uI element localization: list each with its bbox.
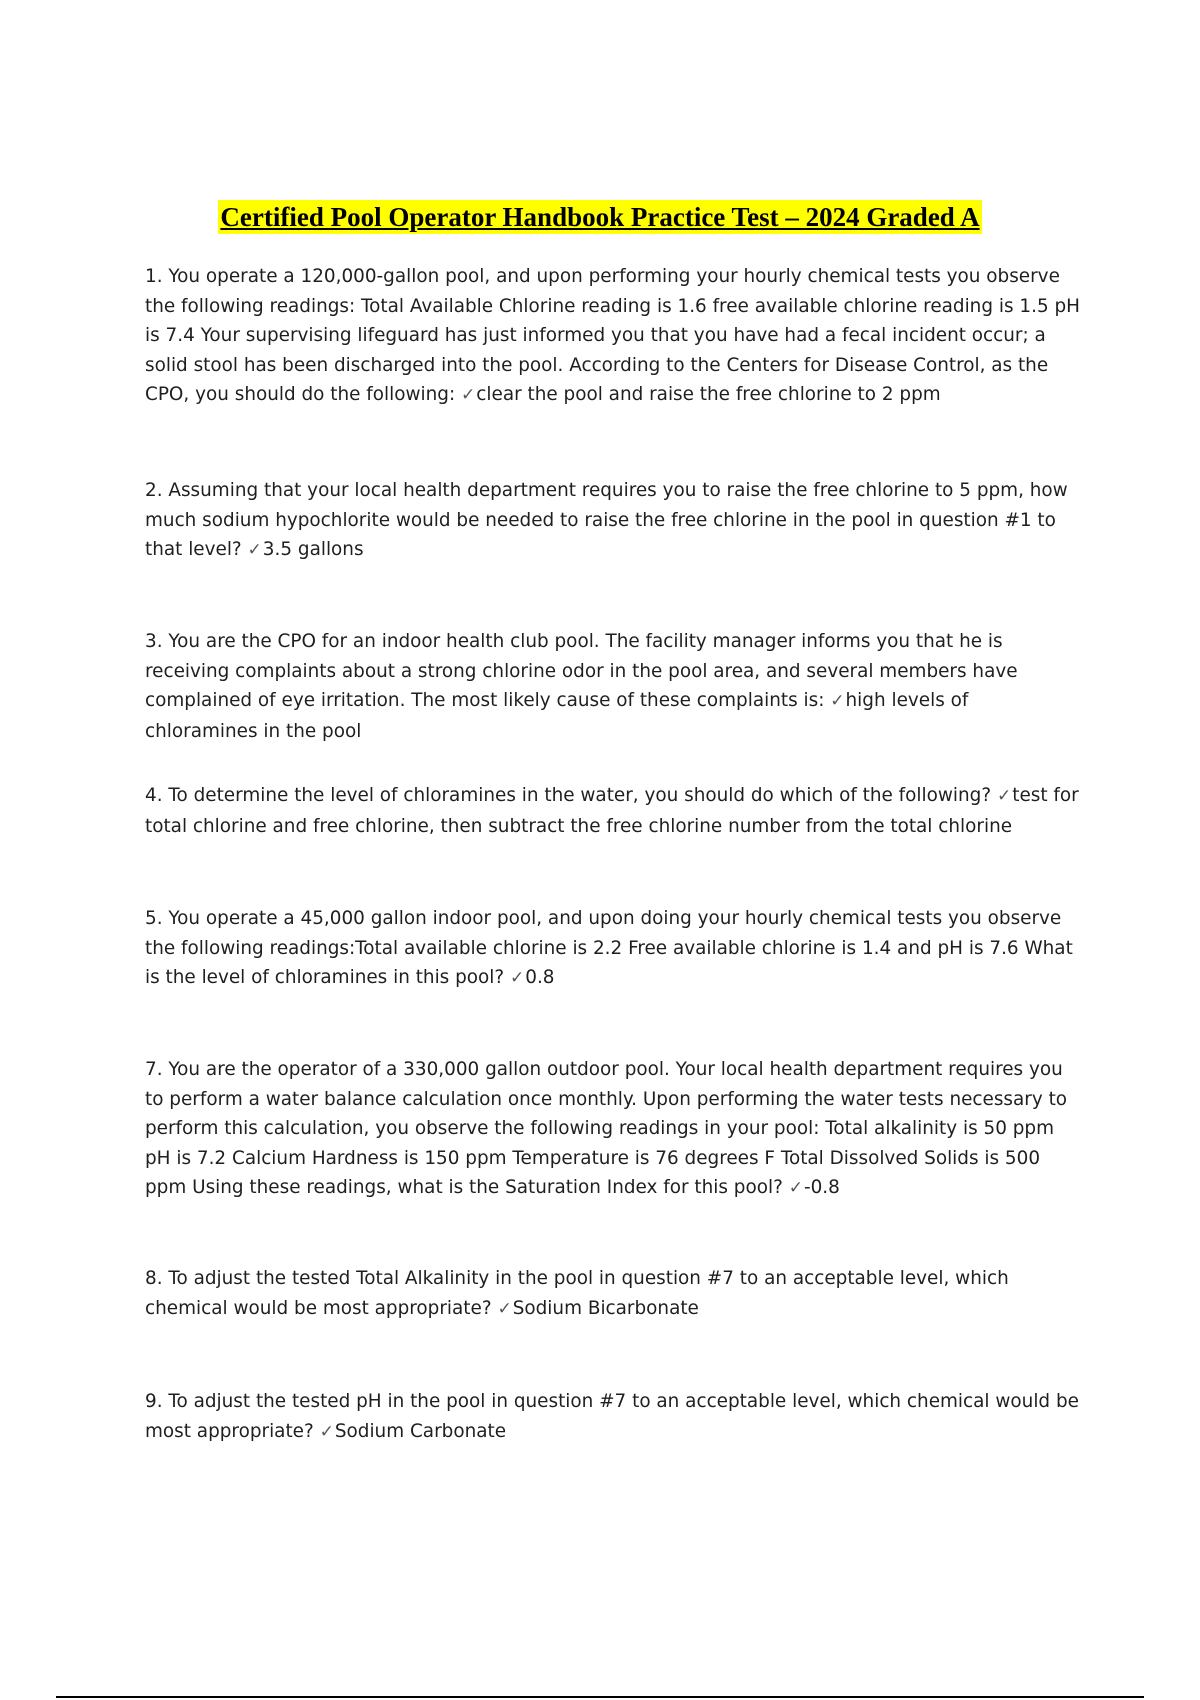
question-answer: -0.8 bbox=[803, 1177, 840, 1198]
checkmark-icon: ✓ bbox=[319, 1421, 334, 1442]
question-2 bbox=[145, 476, 1085, 566]
question-9 bbox=[145, 1387, 1085, 1447]
checkmark-icon: ✓ bbox=[510, 968, 525, 988]
question-4 bbox=[145, 781, 1085, 841]
title-wrap bbox=[0, 200, 1200, 234]
question-answer: high levels of chloramines in the pool bbox=[145, 690, 969, 742]
question-7 bbox=[145, 1055, 1085, 1204]
checkmark-icon: ✓ bbox=[461, 385, 476, 405]
question-text: 4. To determine the level of chloramines in the water, you should do which of the following? bbox=[145, 785, 992, 806]
question-text: 2. Assuming that your local health department requires you to raise the free chlorine to 5 ppm, how much sodium hypochlorite would be needed to raise the free chlorine in the pool in question #1 to that level? bbox=[145, 480, 1068, 560]
checkmark-icon: ✓ bbox=[247, 540, 262, 560]
question-text: 5. You operate a 45,000 gallon indoor pool, and upon doing your hourly chemical tests you observe the following readings:Total available chlorine is 2.2 Free available chlorine is 1.4 and pH is 7.6 What is the level of chloramines in this pool? bbox=[145, 908, 1073, 988]
question-answer: Sodium Bicarbonate bbox=[512, 1297, 699, 1319]
question-text: 8. To adjust the tested Total Alkalinity in the pool in question #7 to an acceptable level, which chemical would be most appropriate? bbox=[145, 1268, 1009, 1319]
checkmark-icon: ✓ bbox=[497, 1298, 512, 1319]
question-1 bbox=[145, 262, 1085, 411]
question-3 bbox=[145, 627, 1085, 746]
question-answer: 0.8 bbox=[525, 967, 555, 988]
checkmark-icon: ✓ bbox=[830, 691, 845, 711]
checkmark-icon: ✓ bbox=[788, 1178, 803, 1198]
question-5 bbox=[145, 904, 1085, 994]
question-answer: Sodium Carbonate bbox=[334, 1420, 507, 1442]
question-text: 1. You operate a 120,000-gallon pool, and upon performing your hourly chemical tests you observe the following readings: Total Available Chlorine reading is 1.6 free available chlorine reading is 1.5 pH is 7.4 Your supervising lifeguard has just informed you that you have had a fecal incident occur; a solid stool has been discharged into the pool. According to the Centers for Disease Control, as the CPO, you should do the following: bbox=[145, 266, 1080, 405]
checkmark-icon: ✓ bbox=[996, 786, 1012, 806]
question-answer: clear the pool and raise the free chlorine to 2 ppm bbox=[476, 384, 941, 405]
question-text: 3. You are the CPO for an indoor health club pool. The facility manager informs you that he is receiving complaints about a strong chlorine odor in the pool area, and several members have complained of eye irritation. The most likely cause of these complaints is: bbox=[145, 631, 1018, 711]
question-8 bbox=[145, 1264, 1085, 1324]
question-answer: test for total chlorine and free chlorine, then subtract the free chlorine number from the total chlorine bbox=[145, 785, 1079, 837]
question-text: 9. To adjust the tested pH in the pool in question #7 to an acceptable level, which chemical would be most appropriate? bbox=[145, 1391, 1079, 1442]
question-text: 7. You are the operator of a 330,000 gallon outdoor pool. Your local health department requires you to perform a water balance calculation once monthly. Upon performing the water tests necessary to perform this calculation, you observe the following readings in your pool: Total alkalinity is 50 ppm pH is 7.2 Calcium Hardness is 150 ppm Temperature is 76 degrees F Total Dissolved Solids is 500 ppm Using these readings, what is the Saturation Index for this pool? bbox=[145, 1059, 1068, 1198]
document-title: Certified Pool Operator Handbook Practice Test – 2024 Graded A bbox=[220, 202, 980, 232]
question-answer: 3.5 gallons bbox=[262, 539, 364, 560]
footer-divider bbox=[56, 1696, 1144, 1698]
